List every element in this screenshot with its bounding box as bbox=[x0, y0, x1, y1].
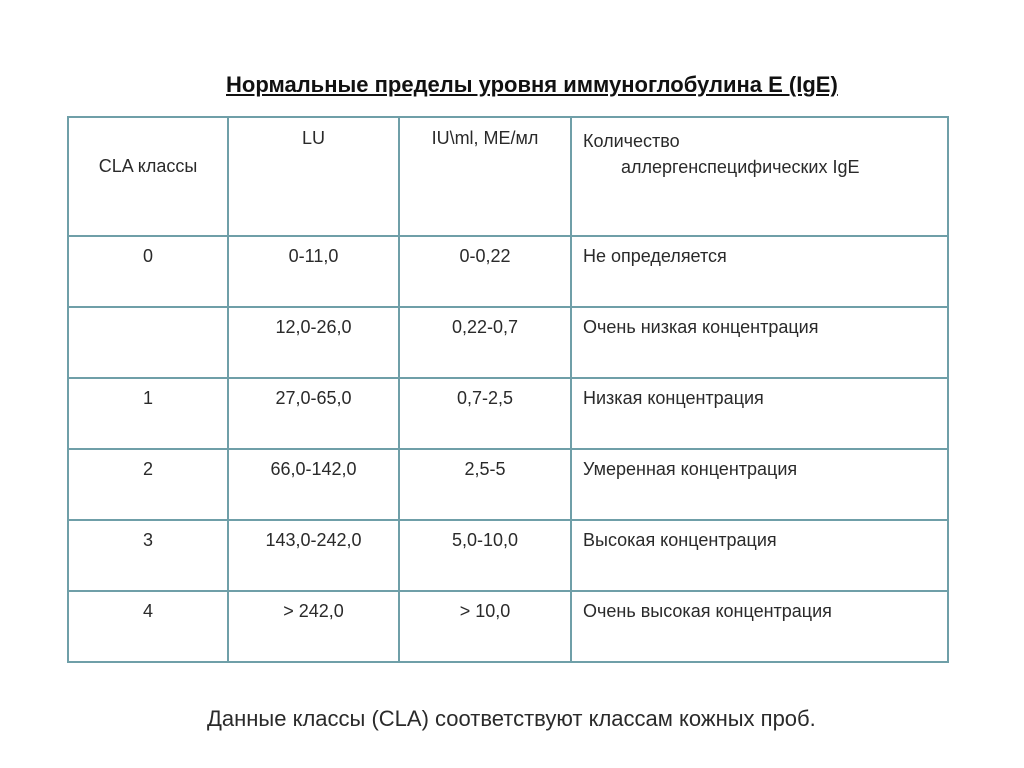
lu-value: > 242,0 bbox=[283, 601, 344, 621]
lu-value: 66,0-142,0 bbox=[270, 459, 357, 479]
lu-value: 0-11,0 bbox=[288, 246, 339, 266]
lu-cell bbox=[228, 520, 399, 591]
header-count-line1: Количество bbox=[583, 131, 680, 151]
header-iu: IU\ml, МЕ/мл bbox=[431, 128, 539, 148]
iu-cell bbox=[399, 307, 571, 378]
cla-value: 2 bbox=[142, 459, 153, 479]
header-count-cell bbox=[571, 117, 948, 236]
desc-cell bbox=[571, 378, 948, 449]
table-row bbox=[68, 449, 948, 520]
iu-value: 0,7-2,5 bbox=[456, 388, 514, 408]
desc-value: Очень низкая концентрация bbox=[583, 317, 819, 337]
table-header-row bbox=[68, 117, 948, 236]
lu-cell bbox=[228, 378, 399, 449]
desc-value: Низкая концентрация bbox=[583, 388, 764, 408]
cla-cell bbox=[68, 591, 228, 662]
ige-levels-table bbox=[67, 116, 949, 663]
table-row bbox=[68, 307, 948, 378]
page-title: Нормальные пределы уровня иммуноглобулина Е (IgE) bbox=[226, 72, 838, 97]
footnote: Данные классы (CLA) соответствуют классам кожных проб. bbox=[207, 706, 816, 731]
iu-value: 0-0,22 bbox=[459, 246, 511, 266]
desc-cell bbox=[571, 236, 948, 307]
desc-cell bbox=[571, 307, 948, 378]
lu-value: 12,0-26,0 bbox=[275, 317, 352, 337]
iu-cell bbox=[399, 236, 571, 307]
desc-cell bbox=[571, 520, 948, 591]
desc-value: Очень высокая концентрация bbox=[583, 601, 832, 621]
iu-cell bbox=[399, 520, 571, 591]
desc-cell bbox=[571, 449, 948, 520]
iu-value: > 10,0 bbox=[459, 601, 511, 621]
iu-value: 5,0-10,0 bbox=[451, 530, 519, 550]
header-cla-cell bbox=[68, 117, 228, 236]
lu-value: 143,0-242,0 bbox=[265, 530, 362, 550]
desc-cell bbox=[571, 591, 948, 662]
header-iu-cell bbox=[399, 117, 571, 236]
header-count bbox=[572, 118, 947, 180]
cla-value: 1 bbox=[142, 388, 153, 408]
iu-cell bbox=[399, 591, 571, 662]
iu-cell bbox=[399, 378, 571, 449]
desc-value: Высокая концентрация bbox=[583, 530, 777, 550]
header-lu: LU bbox=[301, 128, 325, 148]
cla-cell bbox=[68, 520, 228, 591]
table-row bbox=[68, 591, 948, 662]
cla-value: 4 bbox=[142, 601, 153, 621]
table-row bbox=[68, 236, 948, 307]
iu-value: 2,5-5 bbox=[464, 459, 506, 479]
cla-cell bbox=[68, 378, 228, 449]
iu-value: 0,22-0,7 bbox=[451, 317, 519, 337]
cla-value: 3 bbox=[142, 530, 153, 550]
iu-cell bbox=[399, 449, 571, 520]
header-count-line2: аллергенспецифических IgE bbox=[621, 157, 860, 177]
table-row bbox=[68, 520, 948, 591]
cla-value bbox=[69, 308, 227, 317]
desc-value: Умеренная концентрация bbox=[583, 459, 798, 479]
cla-value: 0 bbox=[142, 246, 153, 266]
lu-cell bbox=[228, 449, 399, 520]
table-row bbox=[68, 378, 948, 449]
lu-cell bbox=[228, 307, 399, 378]
cla-cell bbox=[68, 307, 228, 378]
lu-cell bbox=[228, 591, 399, 662]
header-lu-cell bbox=[228, 117, 399, 236]
cla-cell bbox=[68, 236, 228, 307]
lu-value: 27,0-65,0 bbox=[275, 388, 352, 408]
lu-cell bbox=[228, 236, 399, 307]
desc-value: Не определяется bbox=[583, 246, 727, 266]
cla-cell bbox=[68, 449, 228, 520]
header-cla: CLA классы bbox=[98, 156, 198, 176]
